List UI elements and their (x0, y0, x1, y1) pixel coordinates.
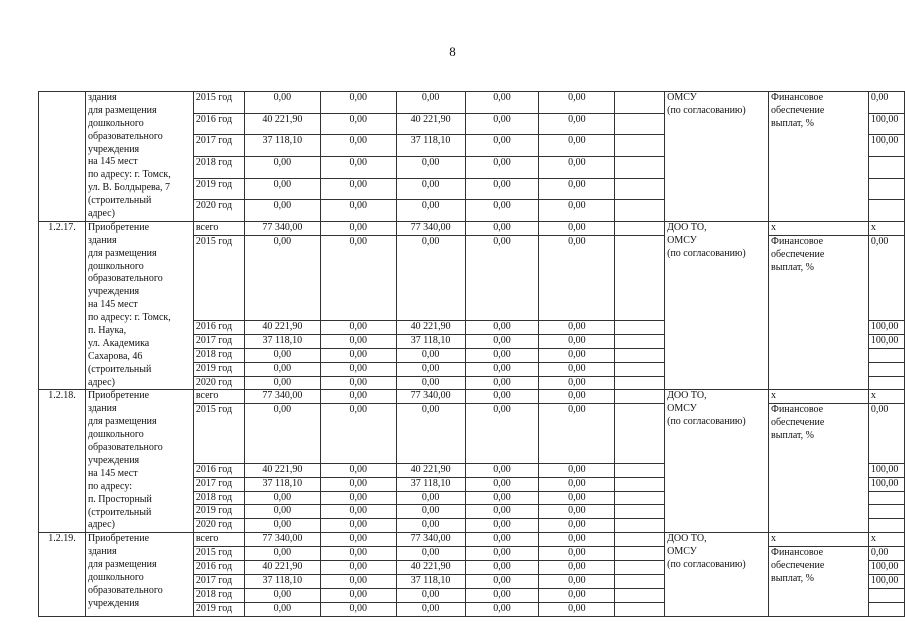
indicator-value-cell (868, 348, 904, 362)
total-cell: 0,00 (244, 362, 320, 376)
empty-cell (615, 404, 665, 463)
indicator-line: обеспечение (771, 104, 825, 116)
table-body (39, 92, 905, 617)
executor-line: (по согласованию) (667, 104, 746, 116)
total-cell: 77 340,00 (244, 390, 320, 404)
amount-cell: 0,00 (320, 602, 396, 616)
period-cell: 2019 год (193, 505, 244, 519)
amount-cell: 40 221,90 (396, 463, 465, 477)
item-code: 1.2.17. (39, 221, 86, 390)
description-line: Приобретение (87, 390, 150, 402)
item-code (39, 92, 86, 222)
indicator-value-cell (868, 491, 904, 505)
amount-cell: 0,00 (320, 348, 396, 362)
indicator-value-cell: 100,00 (868, 463, 904, 477)
period-cell: 2016 год (193, 320, 244, 334)
amount-cell: 0,00 (465, 200, 539, 222)
indicator-value-cell: 100,00 (868, 113, 904, 135)
empty-cell (615, 113, 665, 135)
amount-cell: 0,00 (320, 561, 396, 575)
period-cell: 2019 год (193, 178, 244, 200)
period-cell: 2017 год (193, 575, 244, 589)
amount-cell: 0,00 (539, 491, 615, 505)
empty-cell (615, 477, 665, 491)
description-line: образовательного (87, 273, 163, 285)
amount-cell: 40 221,90 (396, 561, 465, 575)
empty-cell (615, 156, 665, 178)
amount-cell: 0,00 (396, 491, 465, 505)
amount-cell: 0,00 (539, 334, 615, 348)
indicator-value-cell (868, 362, 904, 376)
empty-cell (615, 221, 665, 235)
amount-cell: 0,00 (320, 178, 396, 200)
indicator-value-cell (868, 156, 904, 178)
amount-cell: 0,00 (539, 602, 615, 616)
period-cell: 2016 год (193, 113, 244, 135)
executor-line: (по согласованию) (667, 416, 746, 428)
amount-cell: 0,00 (396, 362, 465, 376)
empty-cell (615, 505, 665, 519)
total-cell: 0,00 (244, 602, 320, 616)
indicator-value-cell (868, 588, 904, 602)
item-description (85, 533, 193, 616)
period-cell: 2015 год (193, 404, 244, 463)
table-row (39, 390, 905, 404)
indicator-line: обеспечение (771, 560, 825, 572)
amount-cell: 0,00 (465, 156, 539, 178)
amount-cell: 0,00 (539, 113, 615, 135)
indicator-value-cell: 0,00 (868, 404, 904, 463)
amount-cell: 0,00 (539, 477, 615, 491)
executor-line: ДОО ТО, (667, 390, 707, 402)
period-cell: всего (193, 221, 244, 235)
description-line: п. Наука, (87, 325, 127, 337)
description-line: дошкольного (87, 117, 144, 129)
item-description (85, 221, 193, 390)
empty-cell (615, 200, 665, 222)
amount-cell: 37 118,10 (396, 334, 465, 348)
amount-cell: 0,00 (320, 404, 396, 463)
amount-cell: 0,00 (539, 200, 615, 222)
description-line: дошкольного (87, 429, 144, 441)
amount-cell: 0,00 (465, 362, 539, 376)
total-cell: 77 340,00 (244, 221, 320, 235)
amount-cell: 0,00 (320, 491, 396, 505)
amount-cell: 0,00 (320, 463, 396, 477)
amount-cell: 0,00 (465, 320, 539, 334)
empty-cell (615, 533, 665, 547)
indicator-value-cell (868, 519, 904, 533)
indicator-name-cell: х (769, 390, 869, 404)
amount-cell: 37 118,10 (396, 135, 465, 157)
empty-cell (615, 334, 665, 348)
amount-cell: 0,00 (396, 547, 465, 561)
description-line: (строительный (87, 363, 152, 375)
amount-cell: 0,00 (465, 92, 539, 114)
indicator-value-cell: 0,00 (868, 92, 904, 114)
period-cell: 2019 год (193, 602, 244, 616)
indicator-value-cell (868, 200, 904, 222)
description-line: по адресу: г. Томск, (87, 169, 171, 181)
empty-cell (615, 588, 665, 602)
executor-cell (665, 390, 769, 533)
executor-line: (по согласованию) (667, 247, 746, 259)
description-line: учреждения (87, 597, 140, 609)
description-line: Приобретение (87, 221, 150, 233)
description-line: на 145 мест (87, 156, 138, 168)
description-line: здания (87, 234, 117, 246)
amount-cell: 0,00 (539, 376, 615, 390)
amount-cell: 0,00 (320, 533, 396, 547)
indicator-line: обеспечение (771, 417, 825, 429)
description-line: учреждения (87, 143, 140, 155)
amount-cell: 0,00 (465, 390, 539, 404)
amount-cell: 0,00 (539, 519, 615, 533)
indicator-line: Финансовое (771, 92, 824, 103)
empty-cell (615, 519, 665, 533)
executor-cell (665, 221, 769, 390)
indicator-value-cell: 100,00 (868, 561, 904, 575)
empty-cell (615, 348, 665, 362)
amount-cell: 0,00 (465, 135, 539, 157)
amount-cell: 0,00 (465, 547, 539, 561)
amount-cell: 0,00 (320, 477, 396, 491)
amount-cell: 0,00 (539, 221, 615, 235)
amount-cell: 0,00 (539, 404, 615, 463)
amount-cell: 77 340,00 (396, 533, 465, 547)
total-cell: 0,00 (244, 200, 320, 222)
total-cell: 0,00 (244, 178, 320, 200)
description-line: образовательного (87, 584, 163, 596)
description-line: адрес) (87, 208, 115, 220)
description-line: здания (87, 92, 117, 103)
period-cell: 2018 год (193, 588, 244, 602)
amount-cell: 0,00 (396, 156, 465, 178)
total-cell: 40 221,90 (244, 113, 320, 135)
executor-line: (по согласованию) (667, 559, 746, 571)
amount-cell: 0,00 (465, 221, 539, 235)
amount-cell: 0,00 (465, 575, 539, 589)
indicator-value-cell: 100,00 (868, 320, 904, 334)
indicator-name-cell (769, 92, 869, 222)
amount-cell: 37 118,10 (396, 477, 465, 491)
table-row (39, 533, 905, 547)
total-cell: 40 221,90 (244, 463, 320, 477)
indicator-value-cell: 100,00 (868, 477, 904, 491)
amount-cell: 0,00 (396, 602, 465, 616)
description-line: адрес) (87, 519, 115, 531)
empty-cell (615, 376, 665, 390)
indicator-value-cell (868, 602, 904, 616)
description-line: образовательного (87, 442, 163, 454)
amount-cell: 0,00 (539, 390, 615, 404)
amount-cell: 77 340,00 (396, 221, 465, 235)
total-cell: 37 118,10 (244, 334, 320, 348)
amount-cell: 0,00 (320, 334, 396, 348)
program-table (38, 91, 905, 617)
indicator-line: выплат, % (771, 430, 814, 442)
total-cell: 0,00 (244, 376, 320, 390)
amount-cell: 0,00 (539, 463, 615, 477)
description-line: учреждения (87, 454, 140, 466)
item-code: 1.2.19. (39, 533, 86, 616)
indicator-line: выплат, % (771, 117, 814, 129)
amount-cell: 0,00 (539, 362, 615, 376)
amount-cell: 0,00 (539, 533, 615, 547)
description-line: ул. Академика (87, 337, 150, 349)
amount-cell: 0,00 (320, 505, 396, 519)
period-cell: всего (193, 390, 244, 404)
description-line: по адресу: (87, 480, 132, 492)
amount-cell: 0,00 (465, 602, 539, 616)
description-line: здания (87, 546, 117, 558)
period-cell: 2019 год (193, 362, 244, 376)
description-line: Приобретение (87, 533, 150, 545)
period-cell: 2018 год (193, 491, 244, 505)
amount-cell: 0,00 (320, 156, 396, 178)
description-line: на 145 мест (87, 467, 138, 479)
indicator-line: Финансовое (771, 235, 824, 247)
amount-cell: 0,00 (320, 200, 396, 222)
period-cell: 2018 год (193, 156, 244, 178)
amount-cell: 0,00 (539, 320, 615, 334)
description-line: для размещения (87, 104, 157, 116)
total-cell: 37 118,10 (244, 477, 320, 491)
total-cell: 0,00 (244, 547, 320, 561)
description-line: для размещения (87, 247, 157, 259)
amount-cell: 0,00 (396, 92, 465, 114)
total-cell: 0,00 (244, 156, 320, 178)
period-cell: всего (193, 533, 244, 547)
amount-cell: 0,00 (320, 113, 396, 135)
amount-cell: 0,00 (320, 588, 396, 602)
description-line: п. Просторный (87, 493, 152, 505)
indicator-name-cell: х (769, 533, 869, 547)
amount-cell: 0,00 (539, 348, 615, 362)
period-cell: 2015 год (193, 92, 244, 114)
empty-cell (615, 135, 665, 157)
amount-cell: 0,00 (396, 588, 465, 602)
amount-cell: 0,00 (396, 376, 465, 390)
indicator-value-cell: 100,00 (868, 334, 904, 348)
amount-cell: 37 118,10 (396, 575, 465, 589)
amount-cell: 0,00 (465, 561, 539, 575)
indicator-line: обеспечение (771, 248, 825, 260)
amount-cell: 0,00 (396, 519, 465, 533)
amount-cell: 0,00 (320, 235, 396, 320)
total-cell: 0,00 (244, 588, 320, 602)
executor-line: ДОО ТО, (667, 221, 707, 233)
amount-cell: 0,00 (396, 235, 465, 320)
total-cell: 0,00 (244, 92, 320, 114)
empty-cell (615, 362, 665, 376)
empty-cell (615, 547, 665, 561)
description-line: по адресу: г. Томск, (87, 312, 171, 324)
amount-cell: 0,00 (465, 533, 539, 547)
period-cell: 2018 год (193, 348, 244, 362)
indicator-value-cell: 0,00 (868, 547, 904, 561)
total-cell: 77 340,00 (244, 533, 320, 547)
amount-cell: 0,00 (320, 135, 396, 157)
amount-cell: 0,00 (320, 376, 396, 390)
amount-cell: 0,00 (539, 178, 615, 200)
amount-cell: 0,00 (320, 547, 396, 561)
amount-cell: 0,00 (320, 362, 396, 376)
amount-cell: 0,00 (465, 404, 539, 463)
amount-cell: 0,00 (396, 348, 465, 362)
indicator-value-cell: 0,00 (868, 235, 904, 320)
empty-cell (615, 602, 665, 616)
total-cell: 0,00 (244, 505, 320, 519)
description-line: дошкольного (87, 260, 144, 272)
total-cell: 0,00 (244, 404, 320, 463)
period-cell: 2020 год (193, 519, 244, 533)
total-cell: 37 118,10 (244, 135, 320, 157)
amount-cell: 0,00 (320, 390, 396, 404)
description-line: ул. В. Болдырева, 7 (87, 182, 171, 194)
item-description (85, 390, 193, 533)
amount-cell: 0,00 (539, 235, 615, 320)
amount-cell: 0,00 (396, 505, 465, 519)
amount-cell: 0,00 (539, 588, 615, 602)
amount-cell: 0,00 (539, 575, 615, 589)
indicator-value-cell: х (868, 221, 904, 235)
description-line: здания (87, 403, 117, 415)
period-cell: 2016 год (193, 463, 244, 477)
table-row (39, 221, 905, 235)
indicator-value-cell: х (868, 533, 904, 547)
indicator-name-cell: х (769, 221, 869, 235)
table-row (39, 92, 905, 114)
indicator-line: Финансовое (771, 547, 824, 559)
description-line: Сахарова, 46 (87, 350, 143, 362)
amount-cell: 0,00 (465, 491, 539, 505)
description-line: для размещения (87, 416, 157, 428)
empty-cell (615, 575, 665, 589)
period-cell: 2017 год (193, 477, 244, 491)
amount-cell: 0,00 (320, 92, 396, 114)
amount-cell: 0,00 (539, 92, 615, 114)
executor-cell (665, 533, 769, 616)
amount-cell: 0,00 (320, 221, 396, 235)
indicator-name-cell (769, 235, 869, 390)
executor-line: ДОО ТО, (667, 533, 707, 545)
amount-cell: 0,00 (396, 404, 465, 463)
amount-cell: 0,00 (539, 505, 615, 519)
indicator-name-cell (769, 404, 869, 533)
period-cell: 2015 год (193, 235, 244, 320)
period-cell: 2015 год (193, 547, 244, 561)
indicator-value-cell: х (868, 390, 904, 404)
amount-cell: 0,00 (465, 505, 539, 519)
empty-cell (615, 320, 665, 334)
amount-cell: 0,00 (539, 156, 615, 178)
amount-cell: 0,00 (320, 575, 396, 589)
description-line: дошкольного (87, 571, 144, 583)
item-description (85, 92, 193, 222)
executor-line: ОМСУ (667, 234, 697, 246)
indicator-line: выплат, % (771, 261, 814, 273)
executor-line: ОМСУ (667, 403, 697, 415)
period-cell: 2017 год (193, 334, 244, 348)
amount-cell: 40 221,90 (396, 113, 465, 135)
empty-cell (615, 92, 665, 114)
executor-line: ОМСУ (667, 92, 697, 103)
amount-cell: 0,00 (396, 178, 465, 200)
amount-cell: 0,00 (465, 376, 539, 390)
description-line: (строительный (87, 195, 152, 207)
indicator-value-cell (868, 505, 904, 519)
amount-cell: 0,00 (465, 113, 539, 135)
indicator-value-cell: 100,00 (868, 575, 904, 589)
amount-cell: 0,00 (465, 588, 539, 602)
description-line: (строительный (87, 506, 152, 518)
indicator-value-cell (868, 178, 904, 200)
amount-cell: 0,00 (465, 519, 539, 533)
total-cell: 0,00 (244, 235, 320, 320)
amount-cell: 77 340,00 (396, 390, 465, 404)
empty-cell (615, 178, 665, 200)
executor-cell (665, 92, 769, 222)
description-line: адрес) (87, 376, 115, 388)
amount-cell: 0,00 (465, 477, 539, 491)
amount-cell: 40 221,90 (396, 320, 465, 334)
amount-cell: 0,00 (465, 178, 539, 200)
description-line: образовательного (87, 130, 163, 142)
amount-cell: 0,00 (465, 463, 539, 477)
page-number: 8 (449, 44, 456, 59)
empty-cell (615, 390, 665, 404)
empty-cell (615, 235, 665, 320)
description-line: учреждения (87, 286, 140, 298)
amount-cell: 0,00 (539, 135, 615, 157)
empty-cell (615, 561, 665, 575)
total-cell: 0,00 (244, 519, 320, 533)
empty-cell (615, 463, 665, 477)
amount-cell: 0,00 (320, 519, 396, 533)
description-line: для размещения (87, 559, 157, 571)
item-code: 1.2.18. (39, 390, 86, 533)
total-cell: 40 221,90 (244, 320, 320, 334)
indicator-name-cell (769, 547, 869, 617)
amount-cell: 0,00 (465, 348, 539, 362)
total-cell: 0,00 (244, 348, 320, 362)
amount-cell: 0,00 (539, 547, 615, 561)
amount-cell: 0,00 (396, 200, 465, 222)
executor-line: ОМСУ (667, 546, 697, 558)
empty-cell (615, 491, 665, 505)
total-cell: 0,00 (244, 491, 320, 505)
amount-cell: 0,00 (539, 561, 615, 575)
period-cell: 2016 год (193, 561, 244, 575)
amount-cell: 0,00 (465, 235, 539, 320)
indicator-line: выплат, % (771, 572, 814, 584)
period-cell: 2017 год (193, 135, 244, 157)
amount-cell: 0,00 (320, 320, 396, 334)
description-line: на 145 мест (87, 299, 138, 311)
total-cell: 37 118,10 (244, 575, 320, 589)
amount-cell: 0,00 (465, 334, 539, 348)
indicator-line: Финансовое (771, 404, 824, 416)
period-cell: 2020 год (193, 200, 244, 222)
indicator-value-cell (868, 376, 904, 390)
period-cell: 2020 год (193, 376, 244, 390)
indicator-value-cell: 100,00 (868, 135, 904, 157)
total-cell: 40 221,90 (244, 561, 320, 575)
